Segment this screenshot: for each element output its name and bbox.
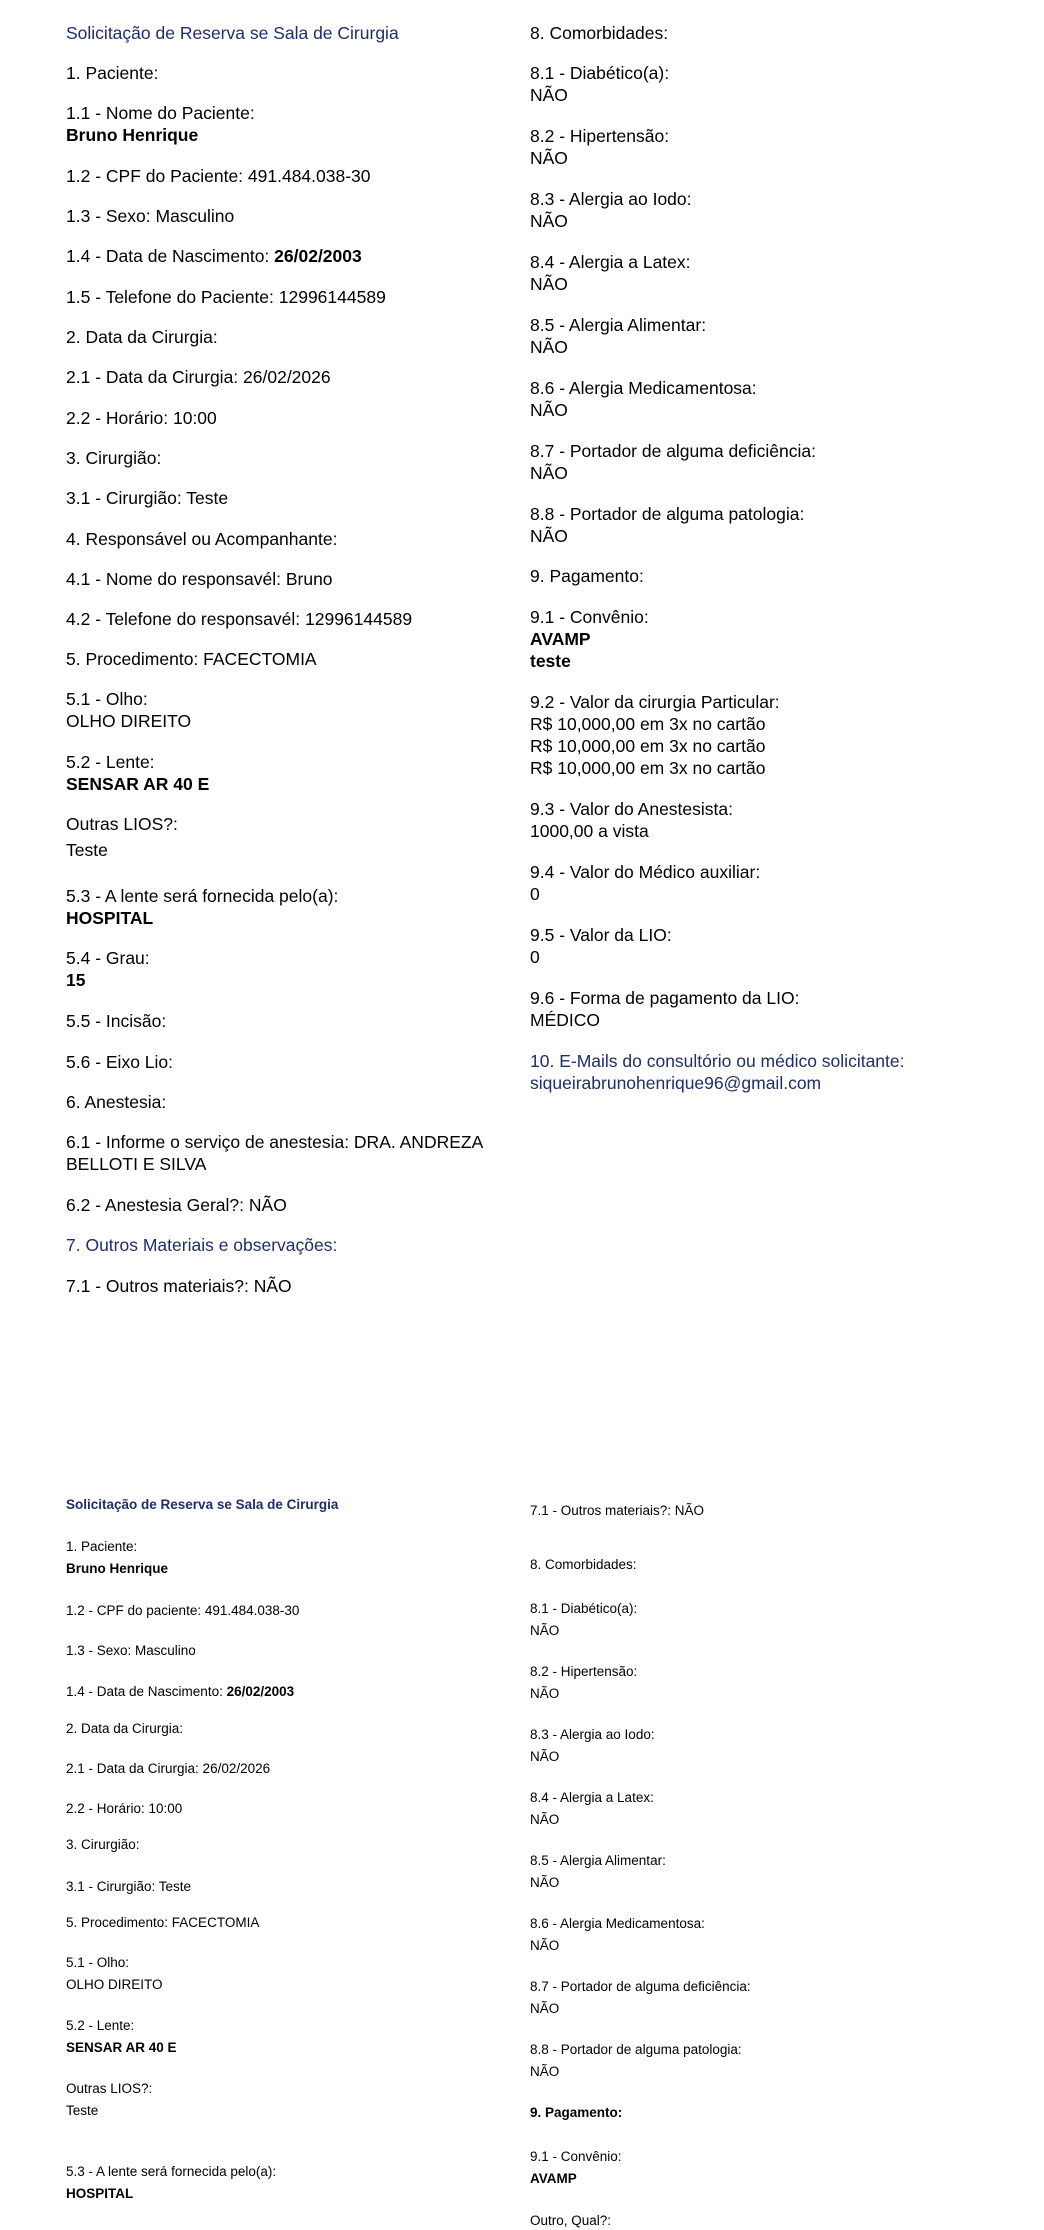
olho-value-2: OLHO DIREITO bbox=[66, 1977, 163, 1992]
alergia-alimentar-value: NÃO bbox=[530, 337, 568, 357]
nascimento-value-2: 26/02/2003 bbox=[226, 1684, 295, 1699]
responsavel-telefone-line: 4.2 - Telefone do responsavél: 12996144589 bbox=[66, 609, 413, 629]
patologia-label-2: 8.8 - Portador de alguma patologia: bbox=[530, 2042, 742, 2057]
alergia-medicamentosa-label-2: 8.6 - Alergia Medicamentosa: bbox=[530, 1916, 705, 1931]
valor-lio-label: 9.5 - Valor da LIO: bbox=[530, 925, 672, 945]
section-emails: 10. E-Mails do consultório ou médico solicitante: bbox=[530, 1051, 905, 1071]
convenio-value-2: AVAMP bbox=[530, 2171, 577, 2186]
diabetico-value-2: NÃO bbox=[530, 1623, 560, 1638]
alergia-medicamentosa-label: 8.6 - Alergia Medicamentosa: bbox=[530, 378, 757, 398]
alergia-iodo-value-2: NÃO bbox=[530, 1749, 560, 1764]
section-data-cirurgia-2: 2. Data da Cirurgia: bbox=[66, 1721, 184, 1736]
section-data-cirurgia: 2. Data da Cirurgia: bbox=[66, 327, 218, 347]
sexo-line-2: 1.3 - Sexo: Masculino bbox=[66, 1643, 196, 1658]
section-procedimento-2: 5. Procedimento: FACECTOMIA bbox=[66, 1915, 260, 1930]
cpf-line: 1.2 - CPF do Paciente: 491.484.038-30 bbox=[66, 166, 371, 186]
medico-auxiliar-label: 9.4 - Valor do Médico auxiliar: bbox=[530, 862, 761, 882]
olho-label-2: 5.1 - Olho: bbox=[66, 1955, 130, 1970]
section-cirurgiao: 3. Cirurgião: bbox=[66, 448, 162, 468]
lente-label: 5.2 - Lente: bbox=[66, 752, 155, 772]
valor-lio-value: 0 bbox=[530, 947, 540, 967]
anestesista-label: 9.3 - Valor do Anestesista: bbox=[530, 799, 733, 819]
nascimento-label: 1.4 - Data de Nascimento: bbox=[66, 246, 275, 266]
lente-value-2: SENSAR AR 40 E bbox=[66, 2040, 177, 2055]
alergia-alimentar-label-2: 8.5 - Alergia Alimentar: bbox=[530, 1853, 666, 1868]
alergia-iodo-value: NÃO bbox=[530, 211, 568, 231]
nascimento-value: 26/02/2003 bbox=[274, 246, 362, 266]
data-cirurgia-line-2: 2.1 - Data da Cirurgia: 26/02/2026 bbox=[66, 1761, 271, 1776]
diabetico-value: NÃO bbox=[530, 85, 568, 105]
section-outros-materiais: 7. Outros Materiais e observações: bbox=[66, 1235, 338, 1255]
document-page-2 bbox=[0, 1480, 1044, 2228]
medico-auxiliar-value: 0 bbox=[530, 884, 540, 904]
email-value: siqueirabrunohenrique96@gmail.com bbox=[530, 1073, 822, 1093]
horario-line-2: 2.2 - Horário: 10:00 bbox=[66, 1801, 183, 1816]
cpf-line-2: 1.2 - CPF do paciente: 491.484.038-30 bbox=[66, 1603, 300, 1618]
alergia-latex-value-2: NÃO bbox=[530, 1812, 560, 1827]
section-cirurgiao-2: 3. Cirurgião: bbox=[66, 1837, 140, 1852]
lente-label-2: 5.2 - Lente: bbox=[66, 2018, 135, 2033]
hipertensao-value-2: NÃO bbox=[530, 1686, 560, 1701]
valor-cirurgia-value-3: R$ 10,000,00 em 3x no cartão bbox=[530, 758, 766, 778]
hipertensao-label: 8.2 - Hipertensão: bbox=[530, 126, 670, 146]
horario-line: 2.2 - Horário: 10:00 bbox=[66, 408, 217, 428]
outras-lios-value-2: Teste bbox=[66, 2103, 99, 2118]
nome-value: Bruno Henrique bbox=[66, 125, 199, 145]
fornecida-value-2: HOSPITAL bbox=[66, 2186, 134, 2201]
section-paciente: 1. Paciente: bbox=[66, 63, 159, 83]
section-pagamento: 9. Pagamento: bbox=[530, 566, 644, 586]
responsavel-nome-line: 4.1 - Nome do responsavél: Bruno bbox=[66, 569, 333, 589]
cirurgiao-line: 3.1 - Cirurgião: Teste bbox=[66, 488, 229, 508]
outras-lios-label: Outras LIOS?: bbox=[66, 814, 178, 834]
nome-label: 1.1 - Nome do Paciente: bbox=[66, 103, 255, 123]
olho-value: OLHO DIREITO bbox=[66, 711, 192, 731]
olho-label: 5.1 - Olho: bbox=[66, 689, 148, 709]
alergia-medicamentosa-value-2: NÃO bbox=[530, 1938, 560, 1953]
telefone-line: 1.5 - Telefone do Paciente: 12996144589 bbox=[66, 287, 386, 307]
outro-qual-label: Outro, Qual?: bbox=[530, 2213, 612, 2228]
anestesia-geral-line: 6.2 - Anestesia Geral?: NÃO bbox=[66, 1195, 287, 1215]
section-pagamento-2: 9. Pagamento: bbox=[530, 2105, 623, 2120]
section-anestesia: 6. Anestesia: bbox=[66, 1092, 167, 1112]
convenio-value-2: teste bbox=[530, 651, 571, 671]
diabetico-label: 8.1 - Diabético(a): bbox=[530, 63, 670, 83]
alergia-iodo-label-2: 8.3 - Alergia ao Iodo: bbox=[530, 1727, 655, 1742]
alergia-medicamentosa-value: NÃO bbox=[530, 400, 568, 420]
section-responsavel: 4. Responsável ou Acompanhante: bbox=[66, 529, 338, 549]
fornecida-value: HOSPITAL bbox=[66, 908, 154, 928]
cirurgiao-line-2: 3.1 - Cirurgião: Teste bbox=[66, 1879, 192, 1894]
nascimento-label-2: 1.4 - Data de Nascimento: bbox=[66, 1684, 227, 1699]
deficiencia-value: NÃO bbox=[530, 463, 568, 483]
section-procedimento: 5. Procedimento: FACECTOMIA bbox=[66, 649, 317, 669]
convenio-label-2: 9.1 - Convênio: bbox=[530, 2149, 622, 2164]
grau-label: 5.4 - Grau: bbox=[66, 948, 150, 968]
convenio-value-1: AVAMP bbox=[530, 629, 591, 649]
alergia-iodo-label: 8.3 - Alergia ao Iodo: bbox=[530, 189, 692, 209]
nascimento-line-2 bbox=[66, 1683, 294, 1701]
hipertensao-label-2: 8.2 - Hipertensão: bbox=[530, 1664, 638, 1679]
diabetico-label-2: 8.1 - Diabético(a): bbox=[530, 1601, 638, 1616]
fornecida-label-2: 5.3 - A lente será fornecida pelo(a): bbox=[66, 2164, 277, 2179]
section-comorbidades-2: 8. Comorbidades: bbox=[530, 1557, 637, 1572]
deficiencia-label: 8.7 - Portador de alguma deficiência: bbox=[530, 441, 816, 461]
deficiencia-label-2: 8.7 - Portador de alguma deficiência: bbox=[530, 1979, 751, 1994]
incisao-line: 5.5 - Incisão: bbox=[66, 1011, 167, 1031]
patologia-value: NÃO bbox=[530, 526, 568, 546]
eixo-lio-line: 5.6 - Eixo Lio: bbox=[66, 1052, 173, 1072]
convenio-label: 9.1 - Convênio: bbox=[530, 607, 649, 627]
valor-cirurgia-label: 9.2 - Valor da cirurgia Particular: bbox=[530, 692, 780, 712]
data-cirurgia-line: 2.1 - Data da Cirurgia: 26/02/2026 bbox=[66, 367, 331, 387]
valor-cirurgia-value-2: R$ 10,000,00 em 3x no cartão bbox=[530, 736, 766, 756]
nascimento-line bbox=[66, 245, 362, 267]
lente-value: SENSAR AR 40 E bbox=[66, 774, 210, 794]
section-comorbidades: 8. Comorbidades: bbox=[530, 23, 669, 43]
grau-value: 15 bbox=[66, 970, 86, 990]
anestesia-servico-line: 6.1 - Informe o serviço de anestesia: DRA. ANDREZA BELLOTI E SILVA bbox=[66, 1132, 483, 1174]
valor-cirurgia-value-1: R$ 10,000,00 em 3x no cartão bbox=[530, 714, 766, 734]
anestesista-value: 1000,00 a vista bbox=[530, 821, 649, 841]
patologia-value-2: NÃO bbox=[530, 2064, 560, 2079]
nome-value-2: Bruno Henrique bbox=[66, 1561, 169, 1576]
forma-pagamento-lio-label: 9.6 - Forma de pagamento da LIO: bbox=[530, 988, 800, 1008]
fornecida-label: 5.3 - A lente será fornecida pelo(a): bbox=[66, 886, 339, 906]
outros-materiais-line-2: 7.1 - Outros materiais?: NÃO bbox=[530, 1503, 705, 1518]
deficiencia-value-2: NÃO bbox=[530, 2001, 560, 2016]
hipertensao-value: NÃO bbox=[530, 148, 568, 168]
outros-materiais-line: 7.1 - Outros materiais?: NÃO bbox=[66, 1276, 292, 1296]
alergia-latex-label-2: 8.4 - Alergia a Latex: bbox=[530, 1790, 654, 1805]
sexo-line: 1.3 - Sexo: Masculino bbox=[66, 206, 235, 226]
forma-pagamento-lio-value: MÉDICO bbox=[530, 1010, 600, 1030]
alergia-latex-label: 8.4 - Alergia a Latex: bbox=[530, 252, 691, 272]
section-paciente-2: 1. Paciente: bbox=[66, 1539, 138, 1554]
outras-lios-label-2: Outras LIOS?: bbox=[66, 2081, 153, 2096]
document-title-2: Solicitação de Reserva se Sala de Cirurgia bbox=[66, 1497, 339, 1512]
alergia-alimentar-label: 8.5 - Alergia Alimentar: bbox=[530, 315, 707, 335]
outras-lios-value: Teste bbox=[66, 840, 108, 860]
alergia-latex-value: NÃO bbox=[530, 274, 568, 294]
patologia-label: 8.8 - Portador de alguma patologia: bbox=[530, 504, 805, 524]
alergia-alimentar-value-2: NÃO bbox=[530, 1875, 560, 1890]
document-title: Solicitação de Reserva se Sala de Cirurgia bbox=[66, 23, 399, 43]
